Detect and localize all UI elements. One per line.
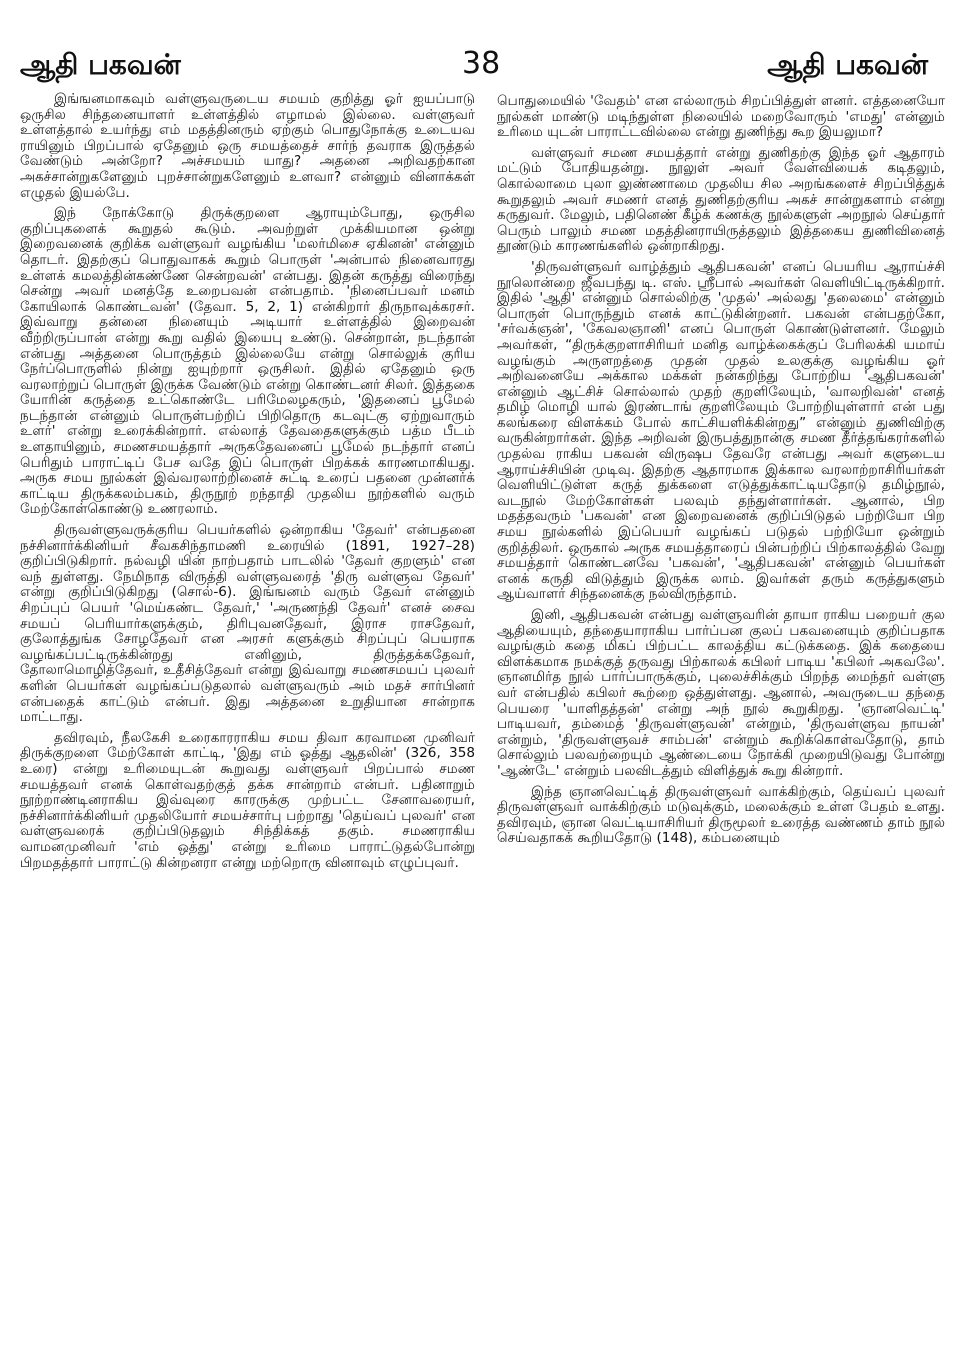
running-head-right: ஆதி பகவன் <box>767 48 928 81</box>
paragraph: இங்ஙனமாகவும் வள்ளுவருடைய சமயம் குறித்து ஓர் ஐயப்பாடு ஒருசில சிந்தனையாளர் உள்ளத்தில் எழாமல் இல்லை. வள்ளுவர் உள்ளத்தால் உயர்ந்து எம் மதத்தினரும் ஏற்கும் பொதுநோக்கு உடையவ ராயினும் பிறப்பால் ஏதேனும் ஒரு சமயத்தைச் சார்ந் தவராக இருத்தல் வேண்டும் அன்றோ? அச்சமயம் யாது? அதனை அறிவதற்கான அகச்சான்றுகளேனும் புறச்சான்றுகளேனும் உளவா? என்னும் வினாக்கள் எழுதல் இயல்பே. <box>20 92 475 201</box>
right-text-column <box>497 94 945 1344</box>
paragraph: 'திருவள்ளுவர் வாழ்த்தும் ஆதிபகவன்' எனப் பெயரிய ஆராய்ச்சி நூலொன்றை ஜீவபந்து டி. எஸ். ஸ்ரீபால் அவர்கள் வெளியிட்டிருக்கிறார். இதில் 'ஆதி' என்னும் சொல்லிற்கு 'முதல்' அல்லது 'தலைமை' என்னும் பொருள் பொருந்தும் எனக் காட்டுகின்றனர். பகவன் என்பதற்கோ, 'சர்வக்ஞன்', 'கேவலஞானி' எனப் பொருள் கொண்டுள்ளனர். மேலும் அவர்கள், “திருக்குறளாசிரியர் மனித வாழ்க்கைக்குப் பேரிலக்கி யமாய் வழங்கும் அருளறத்தை முதன் முதல் உலகுக்கு வழங்கிய ஓர் அறிவனையே அக்கால மக்கள் நன்கறிந்து போற்றிய 'ஆதிபகவன்' என்னும் ஆட்சிச் சொல்லால் முதற் குறளிலேயும், 'வாலறிவன்' எனத் தமிழ் மொழி யால் இரண்டாங் குறளிலேயும் போற்றியுள்ளார் என் பது கலங்கரை விளக்கம் போல் காட்சியளிக்கின்றது” என்னும் துணிவிற்கு வருகின்றார்கள். இந்த அறிவன் இருபத்துநான்கு சமண தீர்த்தங்கரர்களில் முதல்வ ராகிய பகவன் விருஷப தேவரே என்பது அவர் களுடைய ஆராய்ச்சியின் முடிவு. இதற்கு ஆதாரமாக இக்கால வரலாற்றாசிரியர்கள் வெளியிட்டுள்ள கருத் துக்களை எடுத்துக்காட்டியதோடு தமிழ்நூல், வடநூல் மேற்கோள்கள் பலவும் தந்துள்ளார்கள். ஆனால், பிற மதத்தவரும் 'பகவன்' என இறைவனைக் குறிப்பிடுதல் பற்றியோ பிற சமய நூல்களில் இப்பெயர் வழங்கப் படுதல் பற்றியோ ஒன்றும் குறித்திலர். ஒருகால் அருக சமயத்தாரைப் பின்பற்றிப் பிற்காலத்தில் வேறு சமயத்தார் கொண்டனவே 'பகவன்', 'ஆதிபகவன்' என்னும் பெயர்கள் எனக் கருதி விடுத்தும் இருக்க லாம். இவர்கள் தரும் கருத்துகளும் ஆய்வாளர் சிந்தனைக்கு நல்விருந்தாம். <box>497 258 945 603</box>
paragraph: திருவள்ளுவருக்குரிய பெயர்களில் ஒன்றாகிய 'தேவர்' என்பதனை நச்சினார்க்கினியர் சீவகசிந்தாமணி உரையில் (1891, 1927–28) குறிப்பிடுகிறார். நல்வழி யின் நாற்பதாம் பாடலில் 'தேவர் குறளும்' என வந் துள்ளது. நேமிநாத விருத்தி வள்ளுவரைத் 'திரு வள்ளுவ தேவர்' என்று குறிப்பிடுகிறது (சொல்-6). இங்ஙனம் வரும் தேவர் என்னும் சிறப்புப் பெயர் 'மெய்கண்ட தேவர்,' 'அருணந்தி தேவர்' எனச் சைவ சமயப் பெரியார்களுக்கும், திரிபுவனதேவர், இராச ராசதேவர், குலோத்துங்க சோழதேவர் என அரசர் களுக்கும் சிறப்புப் பெயராக வழங்கப்பட்டிருக்கின்றது எனினும், திருத்தக்கதேவர், தோலாமொழித்தேவர், உதீசித்தேவர் என்று இவ்வாறு சமணசமயப் புலவர் களின் பெயர்கள் வழங்கப்படுதலால் வள்ளுவரும் அம் மதச் சார்பினர் என்பதைக் காட்டும் என்பர். இது அத்தனை உறுதியான சான்றாக மாட்டாது. <box>20 522 475 726</box>
paragraph: தவிரவும், நீலகேசி உரைகாரராகிய சமய திவா கரவாமன முனிவர் திருக்குறளை மேற்கோள் காட்டி, 'இது எம் ஓத்து ஆதலின்' (326, 358 உரை) என்று உரிமையுடன் கூறுவது வள்ளுவர் பிறப்பால் சமண சமயத்தவர் எனக் கொள்வதற்குத் தக்க சான்றாம் என்பர். பதினாறும் நூற்றாண்டினராகிய இவ்வுரை காரருக்கு முற்பட்ட சேனாவரையர், நச்சினார்க்கினியர் முதலியோர் சமயச்சார்பு பற்றாது 'தெய்வப் புலவர்' என வள்ளுவரைக் குறிப்பிடுதலும் சிந்திக்கத் தகும். சமணராகிய வாமனமுனிவர் 'எம் ஒத்து' என்று உரிமை பாராட்டுதல்போன்று பிறமதத்தார் பாராட்டு கின்றனரா என்று மற்றொரு வினாவும் எழுப்புவர். <box>20 729 475 871</box>
paragraph: இனி, ஆதிபகவன் என்பது வள்ளுவரின் தாயா ராகிய பறையர் குல ஆதியையும், தந்தையாராகிய பார்ப்பன குலப் பகவனையும் குறிப்பதாக வழங்கும் கதை மிகப் பிற்பட்ட காலத்திய கட்டுக்கதை. இக் கதையை விளக்கமாக நமக்குத் தருவது பிற்காலக் கபிலர் பாடிய 'கபிலர் அகவலே'. ஞானமிர்த நூல் பார்ப்பாருக்கும், புலைச்சிக்கும் பிறந்த மைந்தர் வள்ளு வர் என்பதில் கபிலர் கூற்றை ஒத்துள்ளது. ஆனால், அவருடைய தந்தை பெயரை 'யாளிதத்தன்' என்று அந் நூல் கூறுகிறது. 'ஞானவெட்டி' பாடியவர், தம்மைத் 'திருவள்ளுவன்' என்றும், 'திருவள்ளுவ நாயன்' என்றும், 'திருவள்ளுவச் சாம்பன்' என்றும் கூறிக்கொள்வதோடு, தாம் சொல்லும் பலவற்றையும் ஆண்டையை நோக்கி முறையிடுவது போன்று 'ஆண்டே' என்றும் பலவிடத்தும் விளித்துக் கூறு கின்றார். <box>497 607 945 779</box>
paragraph: இந்த ஞானவெட்டித் திருவள்ளுவர் வாக்கிற்கும், தெய்வப் புலவர் திருவள்ளுவர் வாக்கிற்கும் மடுவுக்கும், மலைக்கும் உள்ள பேதம் உளது. தவிரவும், ஞான வெட்டியாசிரியர் திருமூலர் உரைத்த வண்ணம் தாம் நூல் செய்வதாகக் கூறியதோடு (148), கம்பனையும் <box>497 783 945 847</box>
page-number: 38 <box>462 46 501 81</box>
paragraph: இந் நோக்கோடு திருக்குறளை ஆராயும்போது, ஒருசில குறிப்புகளைக் கூறுதல் கூடும். அவற்றுள் முக்கியமான ஒன்று இறைவனைக் குறிக்க வள்ளுவர் வழங்கிய 'மலர்மிசை ஏகினன்' என்னும் தொடர். இதற்குப் பொதுவாகக் கூறும் பொருள் 'அன்பால் நினைவாரது உள்ளக் கமலத்தின்கண்ணே சென்றவன்' என்பது. இதன் கருத்து விரைந்து சென்று அவர் மனத்தே உறைபவன் என்பதாம். 'நினைப்பவர் மனம் கோயிலாக் கொண்டவன்' (தேவா. 5, 2, 1) என்கிறார் திருநாவுக்கரசர். இவ்வாறு தன்னை நினையும் அடியார் உள்ளத்தில் இறைவன் வீற்றிருப்பான் என்று கூறு வதில் இயைபு உண்டு. சென்றான், நடந்தான் என்பது அத்தனை பொருத்தம் இல்லையே என்று சொல்லுக் குரிய நேர்ப்பொருளில் நின்று ஐயுற்றார் ஒருசிலர். இதில் ஏதேனும் ஒரு வரலாற்றுப் பொருள் இருக்க வேண்டும் என்று கொண்டனர் சிலர். இத்தகை யோரின் கருத்தை உட்கொண்டே பரிமேலழகரும், 'இதனைப் பூமேல் நடந்தான் என்னும் பொருள்பற்றிப் பிறிதொரு கடவுட்கு ஏற்றுவாரும் உளர்' என்று உரைக்கின்றார். எல்லாத் தேவதைகளுக்கும் பத்ம பீடம் உளதாயினும், சமணசமயத்தார் அருகதேவனைப் பூமேல் நடந்தார் எனப் பெரிதும் பாராட்டிப் பேச வதே இப் பொருள் பிறக்கக் காரணமாகியது. அருக சமய நூல்கள் இவ்வரலாற்றினைச் சுட்டி உரைப் பதனை முன்னர்க் காட்டிய திருக்கலம்பகம், திருநூற் றந்தாதி முதலிய நூற்களில் வரும் மேற்கோள்கொண்டு உணரலாம். <box>20 205 475 518</box>
paragraph: வள்ளுவர் சமண சமயத்தார் என்று துணிதற்கு இந்த ஓர் ஆதாரம் மட்டும் போதியதன்று. நூலுள் அவர் வேள்வியைக் கடிதலும், கொல்லாமை புலா லுண்ணாமை முதலிய சில அறங்களைச் சிறப்பித்துக் கூறுதலும் அவர் சமணர் எனத் துணிதற்குரிய அகச் சான்றுகளாம் என்று கருதுவர். மேலும், பதினெண் கீழ்க் கணக்கு நூல்களுள் அறநூல் செய்தார் பெரும் பாலும் சமண மதத்தினராயிருத்தலும் இத்தகைய துணிவினைத் தூண்டும் காரணங்களில் ஒன்றாகிறது. <box>497 144 945 255</box>
left-text-column <box>20 92 475 1342</box>
paragraph-continued: பொதுமையில் 'வேதம்' என எல்லாரும் சிறப்பித்துள் ளனர். எத்தனையோ நூல்கள் மாண்டு மடிந்துள்ள நிலையில் மறைவோரும் 'எமது' என்னும் உரிமை யுடன் பாராட்டவில்லை என்று துணிந்து கூற இயலுமா? <box>497 94 945 141</box>
running-head-left: ஆதி பகவன் <box>20 48 181 81</box>
